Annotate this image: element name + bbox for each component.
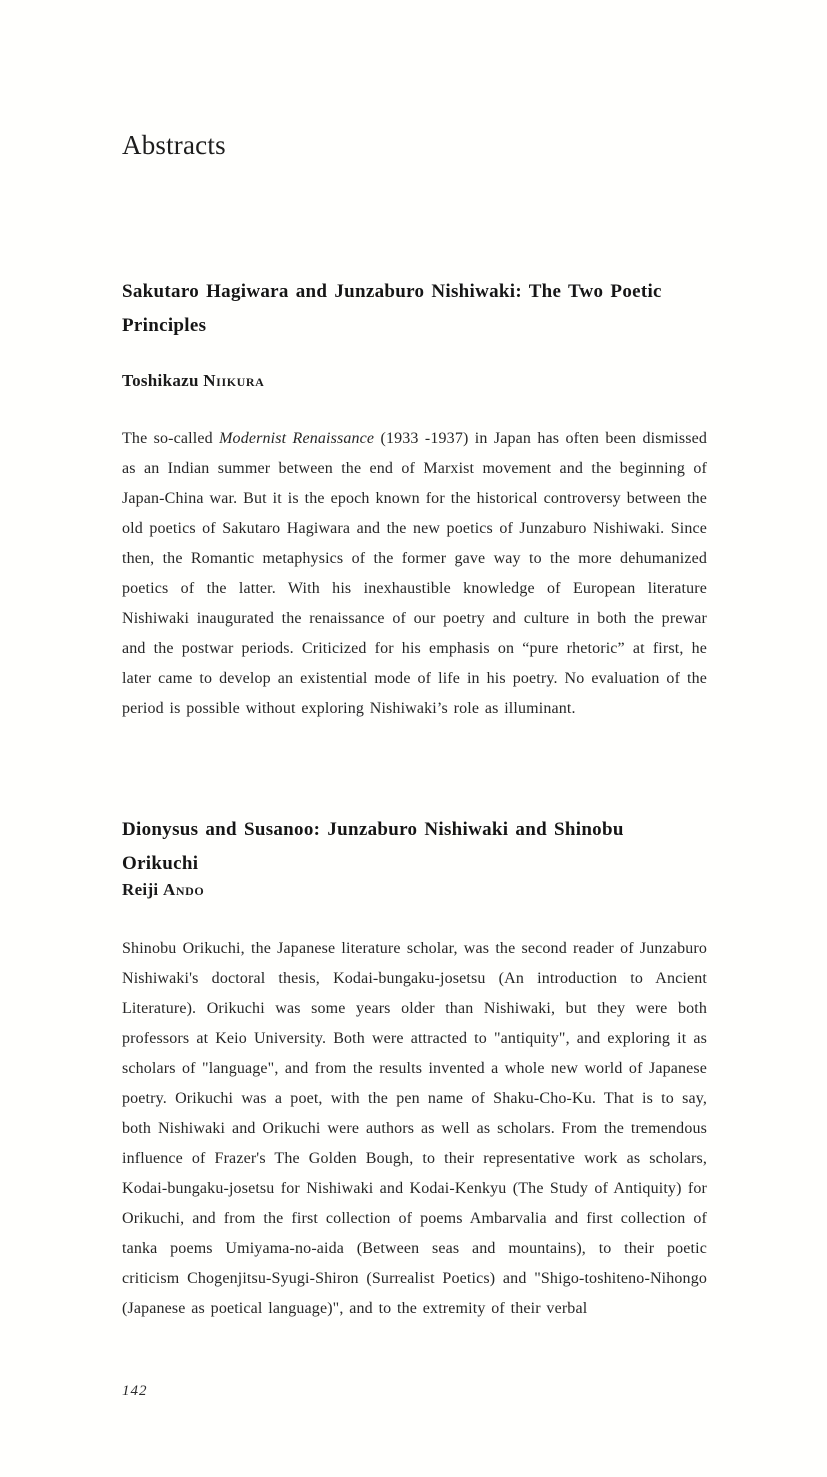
abstract-2-text (122, 934, 707, 1324)
abstract-1-text-lead: The so-called (122, 430, 220, 447)
abstract-2-text-rest: Shinobu Orikuchi, the Japanese literature scholar, was the second reader of Junzaburo Nishiwaki's doctoral thesis, Kodai-bungaku-josetsu (An introduction to Ancient Literature). Orikuchi was some years older than Nishiwaki, but they were both professors at Keio University. Both were attracted to "antiquity", and exploring it as scholars of "language", and from the results invented a whole new world of Japanese poetry. Orikuchi was a poet, with the pen name of Shaku-Cho-Ku. That is to say, both Nishiwaki and Orikuchi were authors as well as scholars. From the tremendous influence of Frazer's The Golden Bough, to their representative work as scholars, Kodai-bungaku-josetsu for Nishiwaki and Kodai-Kenkyu (The Study of Antiquity) for Orikuchi, and from the first collection of poems Ambarvalia and first collection of tanka poems Umiyama-no-aida (Between seas and mountains), to their poetic criticism Chogenjitsu-Syugi-Shiron (Surrealist Poetics) and "Shigo-toshiteno-Nihongo (Japanese as poetical language)", and to the extremity of their verbal (122, 940, 707, 1317)
page-number: 142 (122, 1383, 148, 1399)
author-given-name: Toshikazu (122, 371, 199, 390)
abstract-1-title: Sakutaro Hagiwara and Junzaburo Nishiwaki: The Two Poetic Principles (122, 281, 662, 336)
author-given-name: Reiji (122, 880, 159, 899)
abstract-1-author (122, 369, 707, 393)
page-title: Abstracts (122, 130, 226, 160)
author-surname: Ando (163, 880, 205, 899)
abstract-2-author (122, 878, 707, 902)
author-surname: Niikura (203, 371, 265, 390)
abstract-1-text-rest: (1933 -1937) in Japan has often been dismissed as an Indian summer between the end of Marxist movement and the beginning of Japan-China war. But it is the epoch known for the historical controversy between the old poetics of Sakutaro Hagiwara and the new poetics of Junzaburo Nishiwaki. Since then, the Romantic metaphysics of the former gave way to the more dehumanized poetics of the latter. With his inexhaustible knowledge of European literature Nishiwaki inaugurated the renaissance of our poetry and culture in both the prewar and the postwar periods. Criticized for his emphasis on “pure rhetoric” at first, he later came to develop an existential mode of life in his poetry. No evaluation of the period is possible without exploring Nishiwaki’s role as illuminant. (122, 430, 707, 717)
abstract-1-text (122, 424, 707, 724)
abstract-1-text-italic: Modernist Renaissance (219, 430, 375, 447)
abstract-2-title: Dionysus and Susanoo: Junzaburo Nishiwaki and Shinobu Orikuchi (122, 819, 624, 874)
